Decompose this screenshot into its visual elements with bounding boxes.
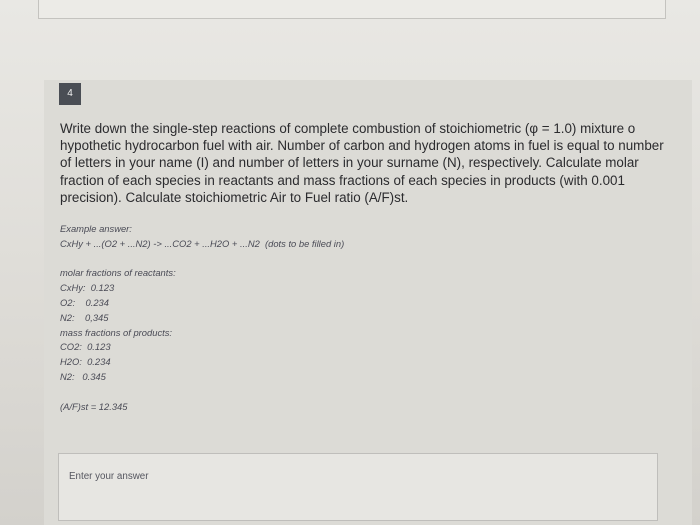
question-number-badge: 4 [59, 83, 81, 105]
spacer [60, 385, 580, 400]
air-fuel-ratio: (A/F)st = 12.345 [60, 400, 128, 412]
mass-fraction-line: CO2: 0.123 [60, 341, 111, 353]
answer-input[interactable] [58, 453, 658, 521]
answer-placeholder: Enter your answer [69, 471, 149, 482]
molar-fraction-line: O2: 0.234 [60, 296, 109, 308]
molar-fractions-heading: molar fractions of reactants: [60, 267, 176, 279]
example-answer [60, 222, 580, 414]
molar-fraction-line: N2: 0,345 [60, 311, 109, 323]
spacer [60, 252, 580, 267]
mass-fraction-line: N2: 0.345 [60, 370, 106, 382]
previous-question-box [38, 0, 666, 19]
example-reaction: CxHy + ...(O2 + ...N2) -> ...CO2 + ...H2O + ...N2 (dots to be filled in) [60, 237, 345, 249]
mass-fraction-line: H2O: 0.234 [60, 356, 111, 368]
question-text: Write down the single-step reactions of complete combustion of stoichiometric (φ = 1.0) mixture o hypothetic hydrocarbon fuel with air. Number of carbon and hydrogen atoms in fuel is equal to number of letters in your name (I) and number of letters in your surname (N), respectively. Calculate molar fraction of each species in reactants and mass fractions of each species in products (with 0.001 precision). Calculate stoichiometric Air to Fuel ratio (A/F)st. [60, 121, 664, 205]
molar-fraction-line: CxHy: 0.123 [60, 282, 115, 294]
mass-fractions-heading: mass fractions of products: [60, 326, 173, 338]
example-heading: Example answer: [60, 223, 132, 234]
